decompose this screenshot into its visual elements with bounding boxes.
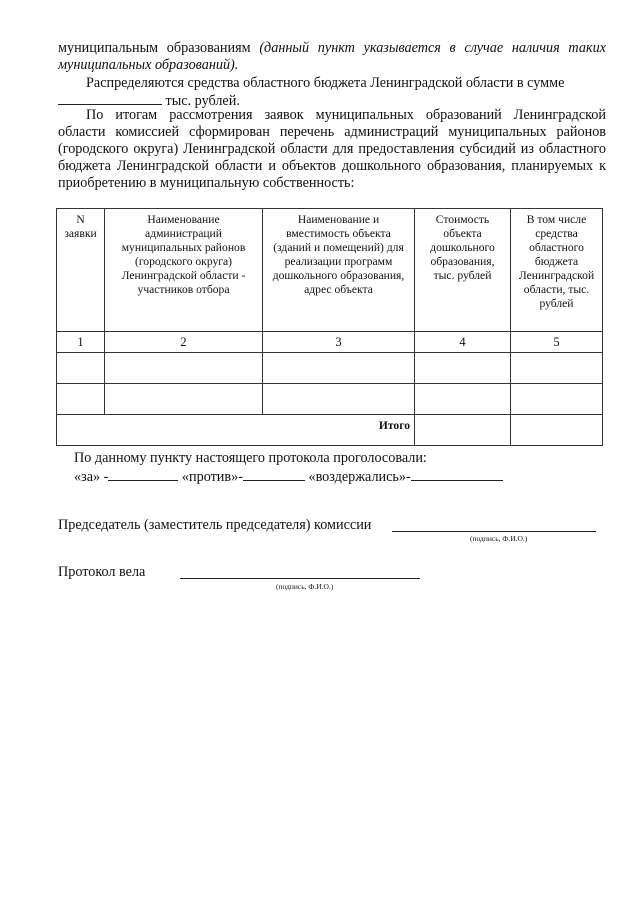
chair-signature-line bbox=[392, 531, 596, 532]
vote-results bbox=[74, 468, 503, 486]
recorder-signature-caption: (подпись, Ф.И.О.) bbox=[276, 582, 334, 591]
table-total-row bbox=[57, 415, 603, 446]
recorder-signature-line bbox=[180, 578, 420, 579]
table-cell bbox=[263, 353, 415, 384]
paragraph-funds bbox=[58, 75, 606, 110]
amount-unit: тыс. рублей. bbox=[162, 93, 240, 109]
paragraph-intro-text: муниципальным образованиям bbox=[58, 40, 260, 56]
chair-signature-label: Председатель (заместитель председателя) комиссии bbox=[58, 517, 372, 533]
table-cell bbox=[511, 384, 603, 415]
amount-blank bbox=[58, 92, 162, 105]
col-number-5: 5 bbox=[511, 332, 603, 353]
table-header-row bbox=[57, 209, 603, 332]
vote-against-label: «против»- bbox=[181, 469, 243, 485]
paragraph-intro-note: (данный пункт указывается в случае наличия таких муниципальных образований). bbox=[58, 40, 606, 73]
vote-block bbox=[74, 450, 503, 486]
table-cell bbox=[105, 384, 263, 415]
header-application-number: N заявки bbox=[57, 209, 105, 332]
table-cell bbox=[511, 353, 603, 384]
paragraph-results: По итогам рассмотрения заявок муниципальных образований Ленинградской области комиссией сформирован перечень администраций муниципальных районов (городского округа) Ленинградской области для предоставления субсидий из областного бюджета Ленинградской области и объектов дошкольного образования, планируемых к приобретению в муниципальную собственность: bbox=[58, 107, 606, 191]
vote-intro: По данному пункту настоящего протокола проголосовали: bbox=[74, 450, 427, 466]
table-cell bbox=[105, 353, 263, 384]
header-regional-funds: В том числе средства областного бюджета Ленинградской области, тыс. рублей bbox=[511, 209, 603, 332]
table-number-row bbox=[57, 332, 603, 353]
header-object: Наименование и вместимость объекта (зданий и помещений) для реализации программ дошкольного образования, адрес объекта bbox=[263, 209, 415, 332]
table-row bbox=[57, 353, 603, 384]
header-administration: Наименование администраций муниципальных районов (городского округа) Ленинградской области - участников отбора bbox=[105, 209, 263, 332]
vote-abstain-label: «воздержались»- bbox=[308, 469, 411, 485]
table-cell bbox=[57, 384, 105, 415]
table-cell bbox=[415, 353, 511, 384]
col-number-2: 2 bbox=[105, 332, 263, 353]
col-number-1: 1 bbox=[57, 332, 105, 353]
table-cell bbox=[415, 384, 511, 415]
recorder-signature-label: Протокол вела bbox=[58, 564, 146, 580]
total-label: Итого bbox=[57, 415, 415, 446]
participants-table bbox=[56, 208, 603, 446]
table-cell bbox=[57, 353, 105, 384]
col-number-4: 4 bbox=[415, 332, 511, 353]
header-cost: Стоимость объекта дошкольного образования, тыс. рублей bbox=[415, 209, 511, 332]
col-number-3: 3 bbox=[263, 332, 415, 353]
paragraph-funds-text: Распределяются средства областного бюджета Ленинградской области в сумме bbox=[86, 75, 565, 91]
paragraph-intro bbox=[58, 40, 606, 74]
chair-signature-caption: (подпись, Ф.И.О.) bbox=[470, 534, 528, 543]
table-row bbox=[57, 384, 603, 415]
vote-for-blank bbox=[108, 468, 178, 481]
vote-against-blank bbox=[243, 468, 305, 481]
vote-for-label: «за» - bbox=[74, 469, 109, 485]
total-funds-cell bbox=[511, 415, 603, 446]
table-cell bbox=[263, 384, 415, 415]
total-cost-cell bbox=[415, 415, 511, 446]
vote-abstain-blank bbox=[411, 468, 503, 481]
